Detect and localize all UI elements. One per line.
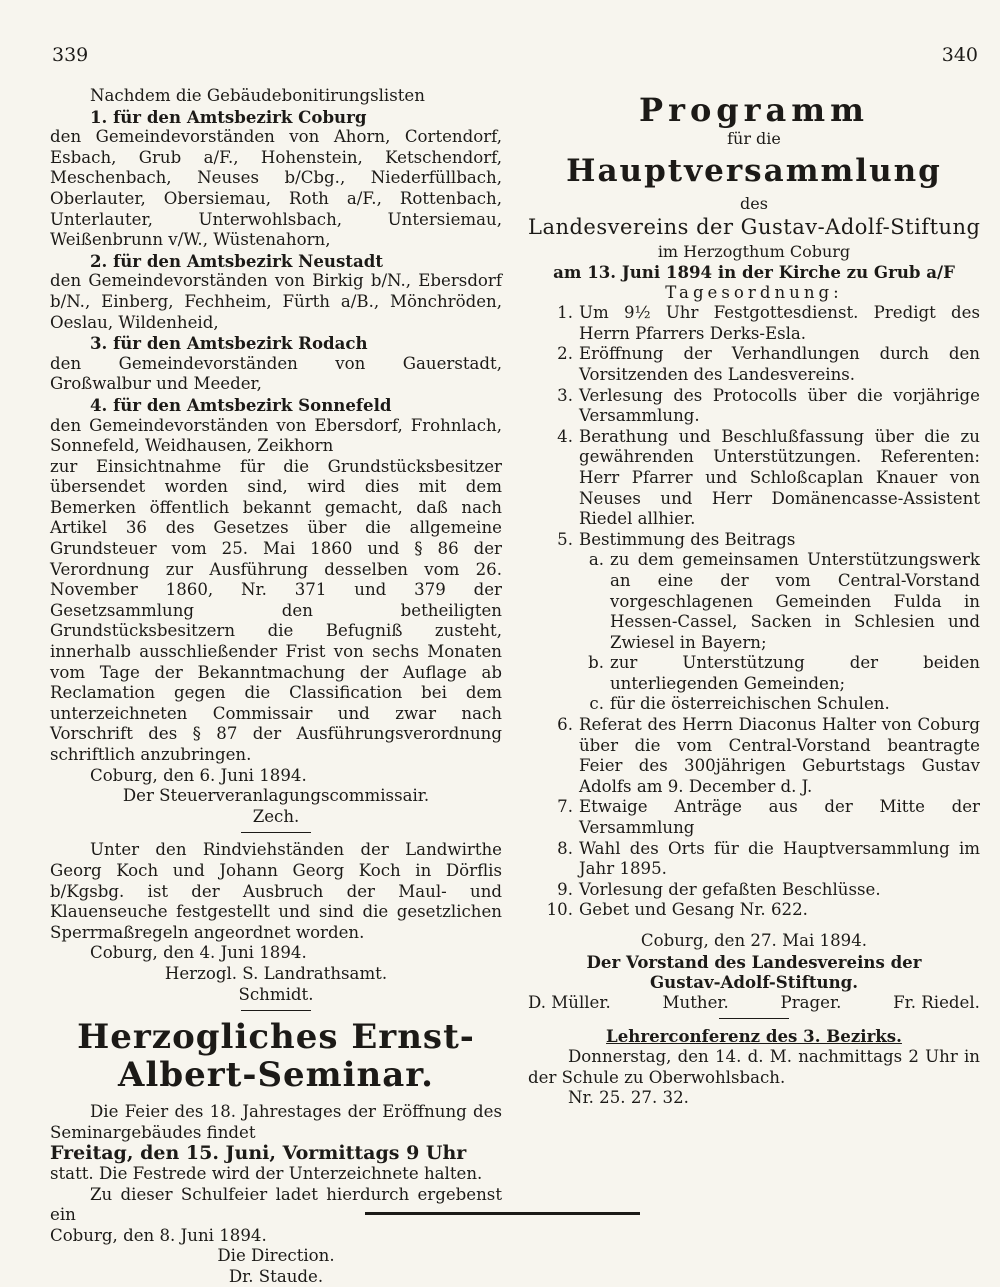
divider [719,1018,789,1019]
agenda-item: 10. Gebet und Gesang Nr. 622. [546,900,808,920]
agenda-item: 1. Um 9½ Uhr Festgottesdienst. Predigt des Herrn Pfarrers Derks-Esla. [557,303,980,343]
district-neustadt-text: den Gemeindevorständen von Birkig b/N., Ebersdorf b/N., Einberg, Fechheim, Fürth a/B., Mönchröden, Oeslau, Wildenheid, [50,271,502,332]
bottom-rule [365,1212,640,1215]
epidemic-notice-text: Unter den Rindviehständen der Landwirthe Georg Koch und Johann Georg Koch in Dörflis b/Kgsbg. ist der Ausbruch der Maul- und Klauenseuche festgestellt und sind die gesetzlichen Sperrmaßregeln angeordnet worden. [50,840,502,942]
seminar-office: Die Direction. [217,1246,335,1266]
agenda-subitem: c. für die österreichischen Schulen. [589,694,890,714]
agenda-item: 8. Wahl des Orts für die Hauptversammlung im Jahr 1895. [557,838,980,879]
district-coburg-heading: 1. für den Amtsbezirk Coburg [90,106,367,127]
district-coburg-text: den Gemeindevorständen von Ahorn, Cortendorf, Esbach, Grub a/F., Hohenstein, Ketschendorf, Meschenbach, Neuses b/Cbg., Niederfüllbach, Oberlauter, Obersiemau, Roth a/F., Rottenbach, Unterlauter, Unterwohlsbach, Untersiemau, Weißenbrunn v/W., Wüstenahorn, [50,127,502,250]
signer: D. Müller. [528,992,611,1012]
divider [241,832,311,833]
district-sonnefeld-text: den Gemeindevorständen von Ebersdorf, Frohnlach, Sonnefeld, Weidhausen, Zeikhorn [50,415,502,456]
agenda-item: 4. Berathung und Beschlußfassung über die zu gewährenden Unterstützungen. Referenten: Herr Pfarrer und Schloßcaplan Knauer von Neuses und Herr Domänencasse-Assistent Riedel allhier. [557,426,980,529]
district-neustadt-heading: 2. für den Amtsbezirk Neustadt [90,250,383,271]
board-line-2: Gustav-Adolf-Stiftung. [649,972,859,993]
program-association-title: Landesvereins der Gustav-Adolf-Stiftung [528,215,981,239]
signer: Muther. [662,992,729,1012]
district-rodach-heading: 3. für den Amtsbezirk Rodach [90,333,368,354]
conference-numbers: Nr. 25. 27. 32. [568,1088,689,1108]
agenda-heading: Tagesordnung: [665,282,843,302]
divider [241,1010,311,1011]
left-column [50,86,502,1287]
program-des: des [740,194,768,213]
agenda-subitem: a. zu dem gemeinsamen Unterstützungswerk an eine der vom Central-Vorstand vorgeschlagenen Gemeinden Fulda in Hessen-Cassel, Sacken in Schlesien und Zwiesel in Bayern; [588,550,980,652]
district-rodach-text: den Gemeindevorständen von Gauerstadt, Großwalbur und Meeder, [50,353,502,394]
agenda-item: 2. Eröffnung der Verhandlungen durch den Vorsitzenden des Landesvereins. [557,344,980,384]
agenda-item: 5. Bestimmung des Beitrags [557,529,796,549]
program-date-line: am 13. Juni 1894 in der Kirche zu Grub a/F [553,262,955,282]
notice-date: Coburg, den 6. Juni 1894. [90,765,307,785]
board-line-1: Der Vorstand des Landesvereins der [586,951,922,972]
seminar-signature: Dr. Staude. [228,1266,324,1286]
notice-body: zur Einsichtnahme für die Grundstücksbesitzer übersendet worden sind, wird dies mit dem Bemerken öffentlich bekannt gemacht, daß nach Artikel 36 des Gesetzes über die allgemeine Grundsteuer vom 25. Mai 1860 und § 86 der Verordnung zur Ausführung desselben vom 26. November 1860, Nr. 371 und 379 der Gesetzsammlung den betheiligten Grundstücksbesitzern die Befugniß zusteht, innerhalb ausschließender Frist von sechs Monaten vom Tage der Bekanntmachung der Auflage ab Reclamation gegen die Classification bei dem unterzeichneten Commissair und zwar nach Vorschrift des § 87 der Ausführungsverordnung schriftlich anzubringen. [50,456,502,764]
epidemic-notice-office: Herzogl. S. Landrathsamt. [164,963,388,983]
seminar-date: Coburg, den 8. Juni 1894. [50,1225,267,1245]
program-title: Programm [639,91,869,129]
signer: Prager. [780,992,842,1012]
notice-signature: Zech. [252,806,300,826]
right-column [528,86,980,1109]
conference-text: Donnerstag, den 14. d. M. nachmittags 2 Uhr in der Schule zu Oberwohlsbach. [528,1046,980,1087]
notice-intro: Nachdem die Gebäudebonitirungslisten [90,86,425,105]
district-sonnefeld-heading: 4. für den Amtsbezirk Sonnefeld [90,394,392,415]
page-number-right: 340 [941,44,978,66]
board-signers [528,993,980,1014]
program-date: Coburg, den 27. Mai 1894. [640,931,868,950]
agenda-item: 3. Verlesung des Protocolls über die vorjährige Versammlung. [557,385,980,426]
agenda-item: 7. Etwaige Anträge aus der Mitte der Versammlung [557,797,980,838]
seminar-text-2: statt. Die Festrede wird der Unterzeichnete halten. [50,1163,483,1183]
seminar-text: Die Feier des 18. Jahrestages der Eröffnung des Seminargebäudes findet [50,1102,502,1142]
signer: Fr. Riedel. [893,992,980,1012]
seminar-date-highlight: Freitag, den 15. Juni, Vormittags 9 Uhr [50,1142,467,1165]
seminar-title: Herzogliches Ernst-Albert-Seminar. [77,1017,475,1096]
program-assembly-title: Hauptversammlung [566,153,942,189]
epidemic-notice-signature: Schmidt. [238,984,314,1004]
program-fuer: für die [727,129,781,148]
notice-office: Der Steuerveranlagungscommissair. [122,786,430,806]
agenda-subitem: b. zur Unterstützung der beiden unterliegenden Gemeinden; [588,653,980,693]
agenda-item: 9. Vorlesung der gefaßten Beschlüsse. [557,879,881,899]
epidemic-notice-date: Coburg, den 4. Juni 1894. [90,943,307,963]
page-number-left: 339 [52,44,89,66]
agenda-item: 6. Referat des Herrn Diaconus Halter von Coburg über die vom Central-Vorstand beantragte Feier des 300jährigen Geburtstags Gustav Adolfs am 9. December d. J. [557,715,980,796]
program-duchy: im Herzogthum Coburg [657,242,851,261]
seminar-invitation: Zu dieser Schulfeier ladet hierdurch ergebenst ein [50,1184,502,1225]
conference-title: Lehrerconferenz des 3. Bezirks. [606,1026,902,1047]
